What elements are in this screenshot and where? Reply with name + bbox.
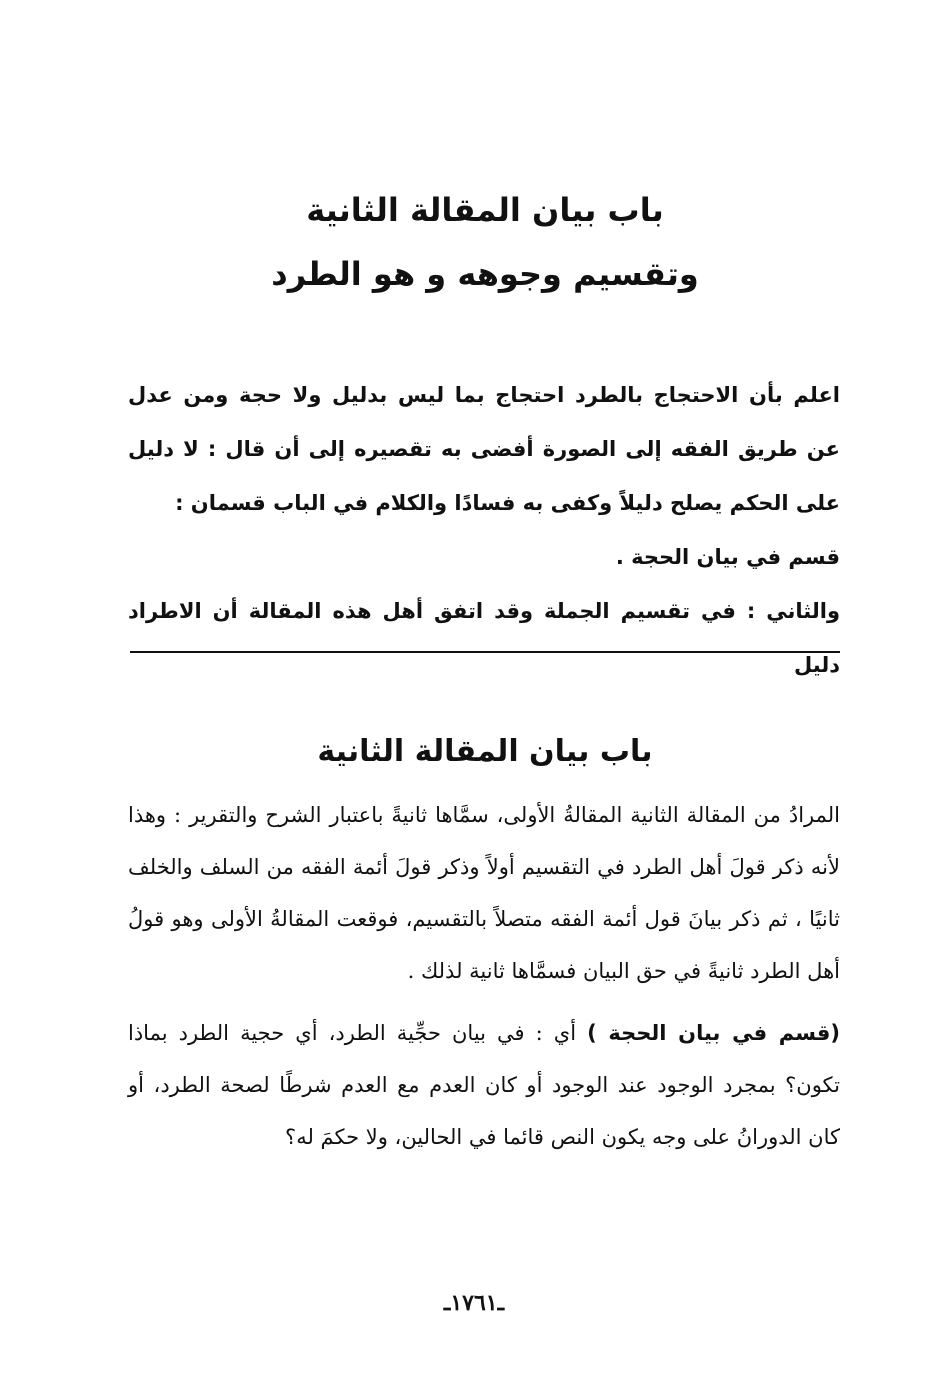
sharh-paragraph	[128, 1007, 840, 1163]
sharh-text	[128, 789, 840, 1163]
section-title: باب بيان المقالة الثانية	[317, 734, 653, 769]
matn-paragraph: والثاني : في تقسيم الجملة وقد اتفق أهل هذه المقالة أن الاطراد دليل	[128, 599, 840, 677]
sharh-paragraph: المرادُ من المقالة الثانية المقالةُ الأولى، سمَّاها ثانيةً باعتبار الشرح والتقرير : وهذا لأنه ذكر قولَ أهل الطرد في التقسيم أولاً وذكر قولَ أئمة الفقه من السلف والخلف ثانيًا ، ثم ذكر بيانَ قول أئمة الفقه متصلاً بالتقسيم، فوقعت المقالةُ الأولى وهو قولُ أهل الطرد ثانيةً في حق البيان فسمَّاها ثانية لذلك .	[128, 803, 840, 983]
matn-paragraph: قسم في بيان الحجة .	[615, 545, 840, 569]
matn-paragraph: اعلم بأن الاحتجاج بالطرد احتجاج بما ليس بدليل ولا حجة ومن عدل عن طريق الفقه إلى الصورة أفضى به تقصيره إلى أن قال : لا دليل على الحكم يصلح دليلاً وكفى به فسادًا والكلام في الباب قسمان :	[128, 383, 840, 515]
page-number: ـ١٧٦١ـ	[443, 1290, 505, 1316]
lemma-quote: (قسم في بيان الحجة )	[587, 1021, 840, 1045]
matn-text	[128, 368, 840, 692]
matn-sharh-divider	[130, 651, 840, 653]
chapter-title-line-1: باب بيان المقالة الثانية	[306, 191, 664, 229]
chapter-title-line-2: وتقسيم وجوهه و هو الطرد	[271, 255, 699, 293]
sharh-paragraph-rest: أي : في بيان حجِّية الطرد، أي حجية الطرد بماذا تكون؟ بمجرد الوجود عند الوجود أو كان العدم مع العدم شرطًا لصحة الطرد، أو كان الدورانُ على وجه يكون النص قائما في الحالين، ولا حكمَ له؟	[128, 1021, 840, 1149]
chapter-title	[130, 178, 840, 306]
